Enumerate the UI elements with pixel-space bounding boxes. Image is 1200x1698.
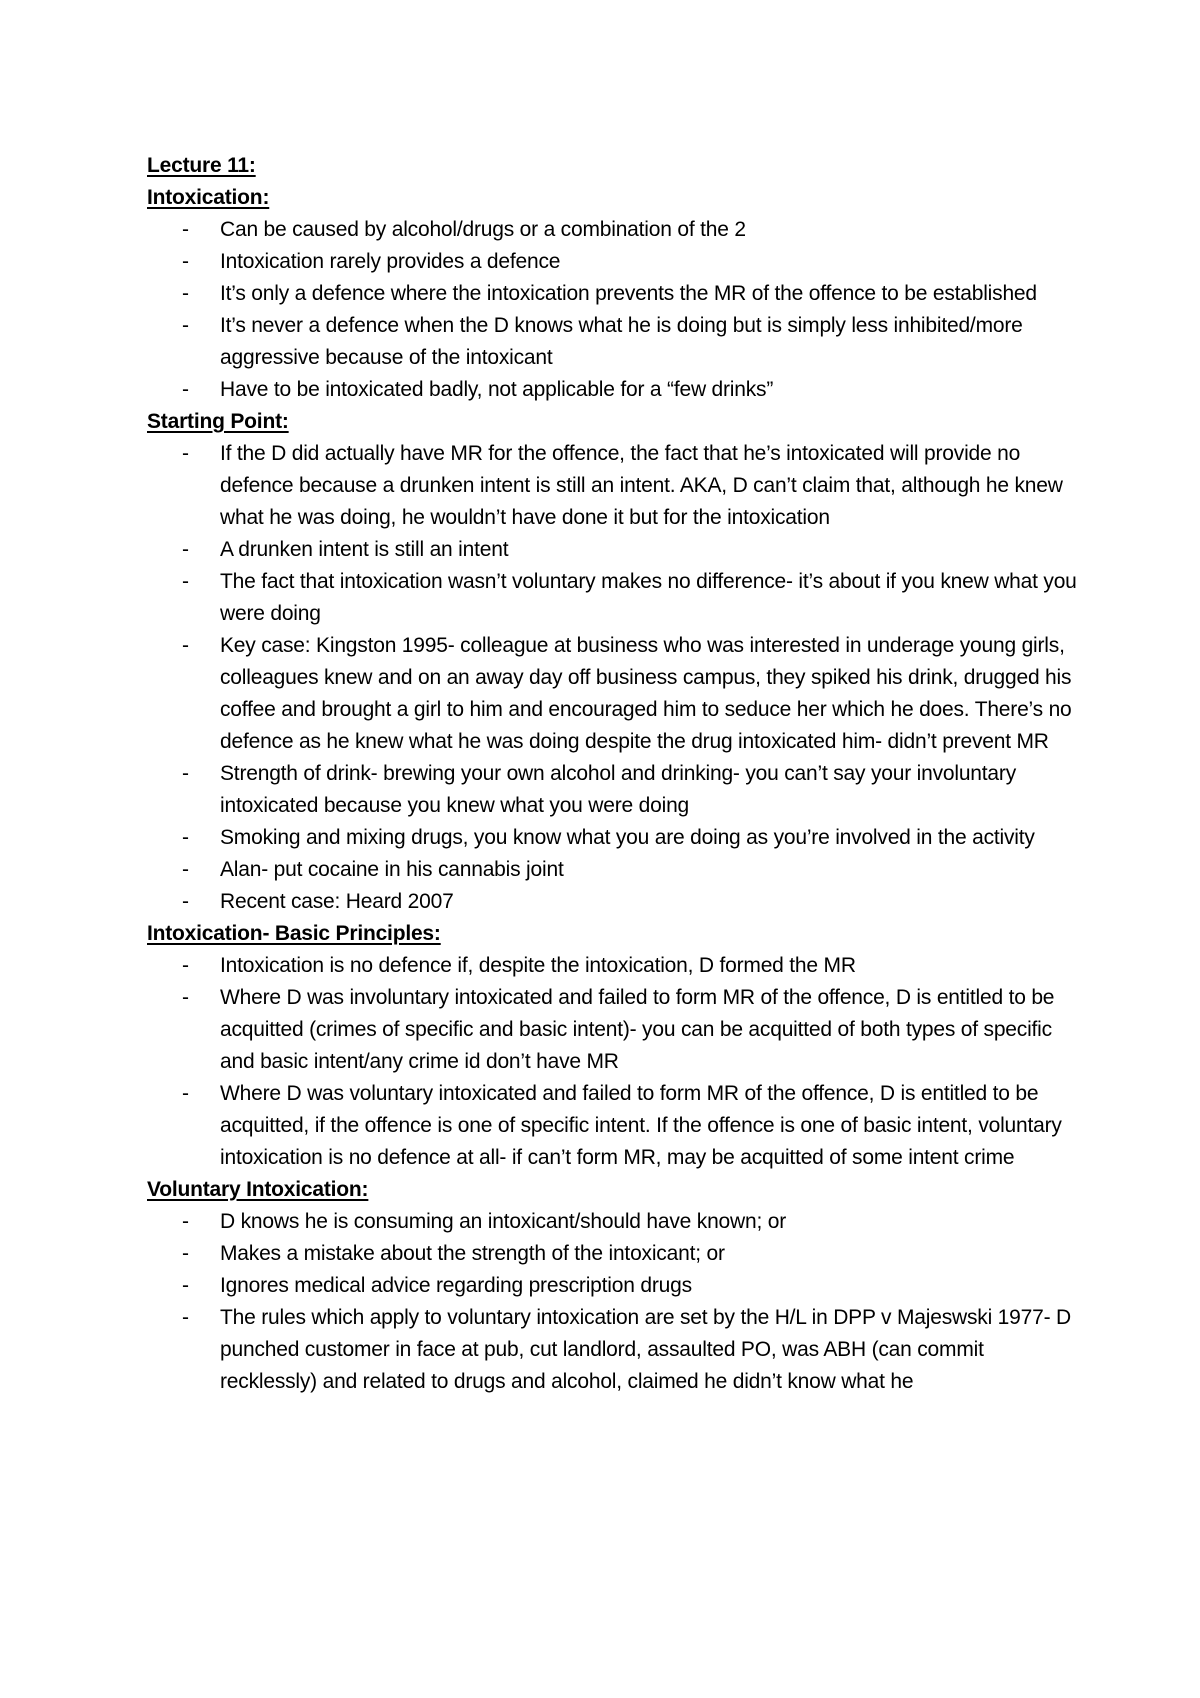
bullet-dash-icon: - [182,282,189,305]
list-item [147,566,1077,630]
list-item-text: It’s only a defence where the intoxication prevents the MR of the offence to be established [220,282,1037,305]
bullet-dash-icon: - [182,378,189,401]
list-item [147,822,1077,854]
bullet-dash-icon: - [182,762,189,785]
list-item-text: The rules which apply to voluntary intoxication are set by the H/L in DPP v Majeswski 1977- D punched customer in face at pub, cut landlord, assaulted PO, was ABH (can commit recklessly) and related to drugs and alcohol, claimed he didn’t know what he [220,1306,1071,1393]
bullet-dash-icon: - [182,858,189,881]
list-item [147,534,1077,566]
bullet-dash-icon: - [182,1306,189,1329]
bullet-dash-icon: - [182,250,189,273]
bullet-dash-icon: - [182,1242,189,1265]
bullet-dash-icon: - [182,890,189,913]
list-item-text: Intoxication rarely provides a defence [220,250,561,273]
list-item-text: Strength of drink- brewing your own alcohol and drinking- you can’t say your involuntary intoxicated because you knew what you were doing [220,762,1016,817]
section-heading: Voluntary Intoxication: [147,1178,369,1201]
list-item [147,214,1077,246]
list-item-text: The fact that intoxication wasn’t voluntary makes no difference- it’s about if you knew what you were doing [220,570,1077,625]
bullet-dash-icon: - [182,954,189,977]
list-item-text: Smoking and mixing drugs, you know what you are doing as you’re involved in the activity [220,826,1035,849]
list-item-text: Where D was involuntary intoxicated and failed to form MR of the offence, D is entitled to be acquitted (crimes of specific and basic intent)- you can be acquitted of both types of specific and basic intent/any crime id don’t have MR [220,986,1055,1073]
list-item-text: Makes a mistake about the strength of the intoxicant; or [220,1242,725,1265]
list-item-text: Ignores medical advice regarding prescription drugs [220,1274,692,1297]
bullet-dash-icon: - [182,1274,189,1297]
bullet-dash-icon: - [182,314,189,337]
bullet-dash-icon: - [182,826,189,849]
list-item [147,1302,1077,1398]
list-item [147,374,1077,406]
list-item [147,1206,1077,1238]
list-item [147,438,1077,534]
list-item [147,630,1077,758]
list-item [147,310,1077,374]
bullet-dash-icon: - [182,1082,189,1105]
section-heading: Lecture 11: [147,154,256,177]
bullet-dash-icon: - [182,218,189,241]
list-item [147,886,1077,918]
bullet-dash-icon: - [182,538,189,561]
bullet-list [147,438,1077,918]
list-item-text: Have to be intoxicated badly, not applicable for a “few drinks” [220,378,774,401]
bullet-list [147,950,1077,1174]
bullet-dash-icon: - [182,442,189,465]
section-heading: Intoxication: [147,186,270,209]
list-item [147,1078,1077,1174]
bullet-dash-icon: - [182,1210,189,1233]
list-item-text: Where D was voluntary intoxicated and failed to form MR of the offence, D is entitled to be acquitted, if the offence is one of specific intent. If the offence is one of basic intent, voluntary intoxication is no defence at all- if can’t form MR, may be acquitted of some intent crime [220,1082,1062,1169]
list-item-text: D knows he is consuming an intoxicant/should have known; or [220,1210,787,1233]
section-heading: Intoxication- Basic Principles: [147,922,441,945]
bullet-dash-icon: - [182,634,189,657]
list-item [147,1238,1077,1270]
list-item [147,854,1077,886]
bullet-dash-icon: - [182,570,189,593]
bullet-dash-icon: - [182,986,189,1009]
list-item [147,982,1077,1078]
list-item-text: Recent case: Heard 2007 [220,890,454,913]
list-item [147,758,1077,822]
list-item-text: Alan- put cocaine in his cannabis joint [220,858,564,881]
list-item [147,278,1077,310]
list-item-text: Key case: Kingston 1995- colleague at business who was interested in underage young girls, colleagues knew and on an away day off business campus, they spiked his drink, drugged his coffee and brought a girl to him and encouraged him to seduce her which he does. There’s no defence as he knew what he was doing despite the drug intoxicated him- didn’t prevent MR [220,634,1072,753]
document-body [147,150,1077,1398]
list-item [147,950,1077,982]
list-item-text: Intoxication is no defence if, despite the intoxication, D formed the MR [220,954,856,977]
bullet-list [147,214,1077,406]
list-item [147,1270,1077,1302]
bullet-list [147,1206,1077,1398]
list-item-text: It’s never a defence when the D knows what he is doing but is simply less inhibited/more aggressive because of the intoxicant [220,314,1023,369]
section-heading: Starting Point: [147,410,289,433]
list-item-text: A drunken intent is still an intent [220,538,509,561]
list-item-text: Can be caused by alcohol/drugs or a combination of the 2 [220,218,746,241]
list-item-text: If the D did actually have MR for the offence, the fact that he’s intoxicated will provide no defence because a drunken intent is still an intent. AKA, D can’t claim that, although he knew what he was doing, he wouldn’t have done it but for the intoxication [220,442,1063,529]
list-item [147,246,1077,278]
